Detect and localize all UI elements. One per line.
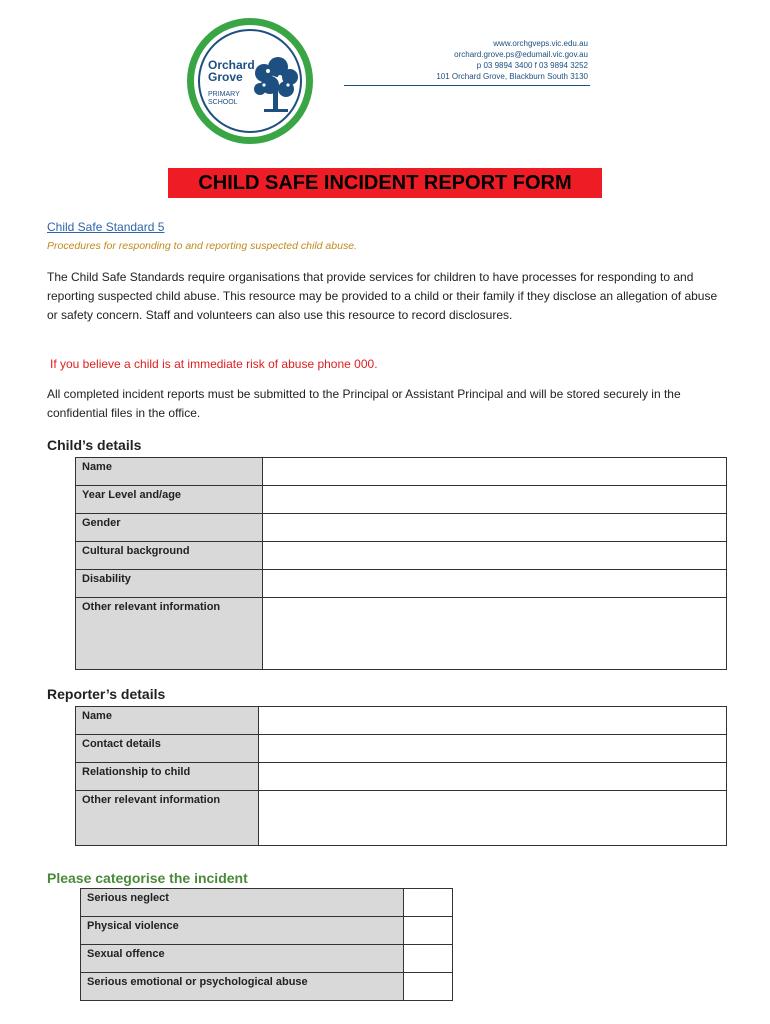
child-name-field[interactable]: [263, 458, 727, 486]
row-label: Other relevant information: [76, 791, 259, 846]
row-label: Sexual offence: [81, 945, 404, 973]
row-label: Physical violence: [81, 917, 404, 945]
table-row: [81, 917, 453, 945]
form-title: CHILD SAFE INCIDENT REPORT FORM: [168, 168, 602, 198]
categorise-table: [80, 888, 453, 1001]
row-label: Disability: [76, 570, 263, 598]
emotional-abuse-checkbox[interactable]: [404, 973, 453, 1001]
table-row: [81, 889, 453, 917]
reporter-name-field[interactable]: [259, 707, 727, 735]
row-label: Serious neglect: [81, 889, 404, 917]
logo-name-line2: Grove: [208, 70, 243, 84]
row-label: Other relevant information: [76, 598, 263, 670]
child-details-title: Child’s details: [47, 437, 142, 453]
school-email[interactable]: orchard.grove.ps@edumail.vic.gov.au: [454, 50, 588, 59]
table-row: [76, 735, 727, 763]
logo-name-line1: Orchard: [208, 58, 255, 72]
child-details-table: [75, 457, 727, 670]
table-row: [76, 542, 727, 570]
child-year-level-field[interactable]: [263, 486, 727, 514]
logo-sub-line1: PRIMARY: [208, 91, 240, 98]
contact-divider: [344, 85, 590, 86]
reporter-relationship-field[interactable]: [259, 763, 727, 791]
logo-sub-line2: SCHOOL: [208, 99, 238, 106]
table-row: [76, 458, 727, 486]
row-label: Relationship to child: [76, 763, 259, 791]
child-gender-field[interactable]: [263, 514, 727, 542]
child-cultural-field[interactable]: [263, 542, 727, 570]
row-label: Name: [76, 458, 263, 486]
physical-violence-checkbox[interactable]: [404, 917, 453, 945]
table-row: [76, 707, 727, 735]
reporter-contact-field[interactable]: [259, 735, 727, 763]
child-other-info-field[interactable]: [263, 598, 727, 670]
reporter-details-table: [75, 706, 727, 846]
row-label: Cultural background: [76, 542, 263, 570]
warning-text: If you believe a child is at immediate risk of abuse phone 000.: [50, 357, 378, 371]
tree-icon: [250, 55, 300, 117]
table-row: [76, 598, 727, 670]
row-label: Gender: [76, 514, 263, 542]
table-row: [76, 570, 727, 598]
submission-note: All completed incident reports must be submitted to the Principal or Assistant Principal and will be stored securely in the confidential files in the office.: [47, 387, 681, 420]
school-phone: p 03 9894 3400 f 03 9894 3252: [476, 61, 588, 70]
table-row: [76, 763, 727, 791]
child-disability-field[interactable]: [263, 570, 727, 598]
school-logo: [187, 18, 313, 144]
reporter-details-title: Reporter’s details: [47, 686, 166, 702]
row-label: Name: [76, 707, 259, 735]
school-address: 101 Orchard Grove, Blackburn South 3130: [436, 72, 588, 81]
row-label: Contact details: [76, 735, 259, 763]
table-row: [81, 945, 453, 973]
child-safe-standard-link[interactable]: Child Safe Standard 5: [47, 220, 165, 234]
logo-subtitle: [208, 91, 240, 107]
school-contact: [436, 38, 588, 82]
categorise-title: Please categorise the incident: [47, 870, 248, 886]
table-row: [81, 973, 453, 1001]
table-row: [76, 791, 727, 846]
reporter-other-info-field[interactable]: [259, 791, 727, 846]
logo-name: [208, 59, 255, 83]
standard-subtitle: Procedures for responding to and reporting suspected child abuse.: [47, 240, 357, 252]
serious-neglect-checkbox[interactable]: [404, 889, 453, 917]
school-website[interactable]: www.orchgveps.vic.edu.au: [493, 39, 588, 48]
row-label: Year Level and/age: [76, 486, 263, 514]
table-row: [76, 486, 727, 514]
intro-paragraph: The Child Safe Standards require organisations that provide services for children to have processes for responding to and reporting suspected child abuse. This resource may be provided to a child or their family if they disclose an allegation of abuse or safety concern. Staff and volunteers can also use this resource to record disclosures.: [47, 270, 718, 322]
sexual-offence-checkbox[interactable]: [404, 945, 453, 973]
table-row: [76, 514, 727, 542]
row-label: Serious emotional or psychological abuse: [81, 973, 404, 1001]
